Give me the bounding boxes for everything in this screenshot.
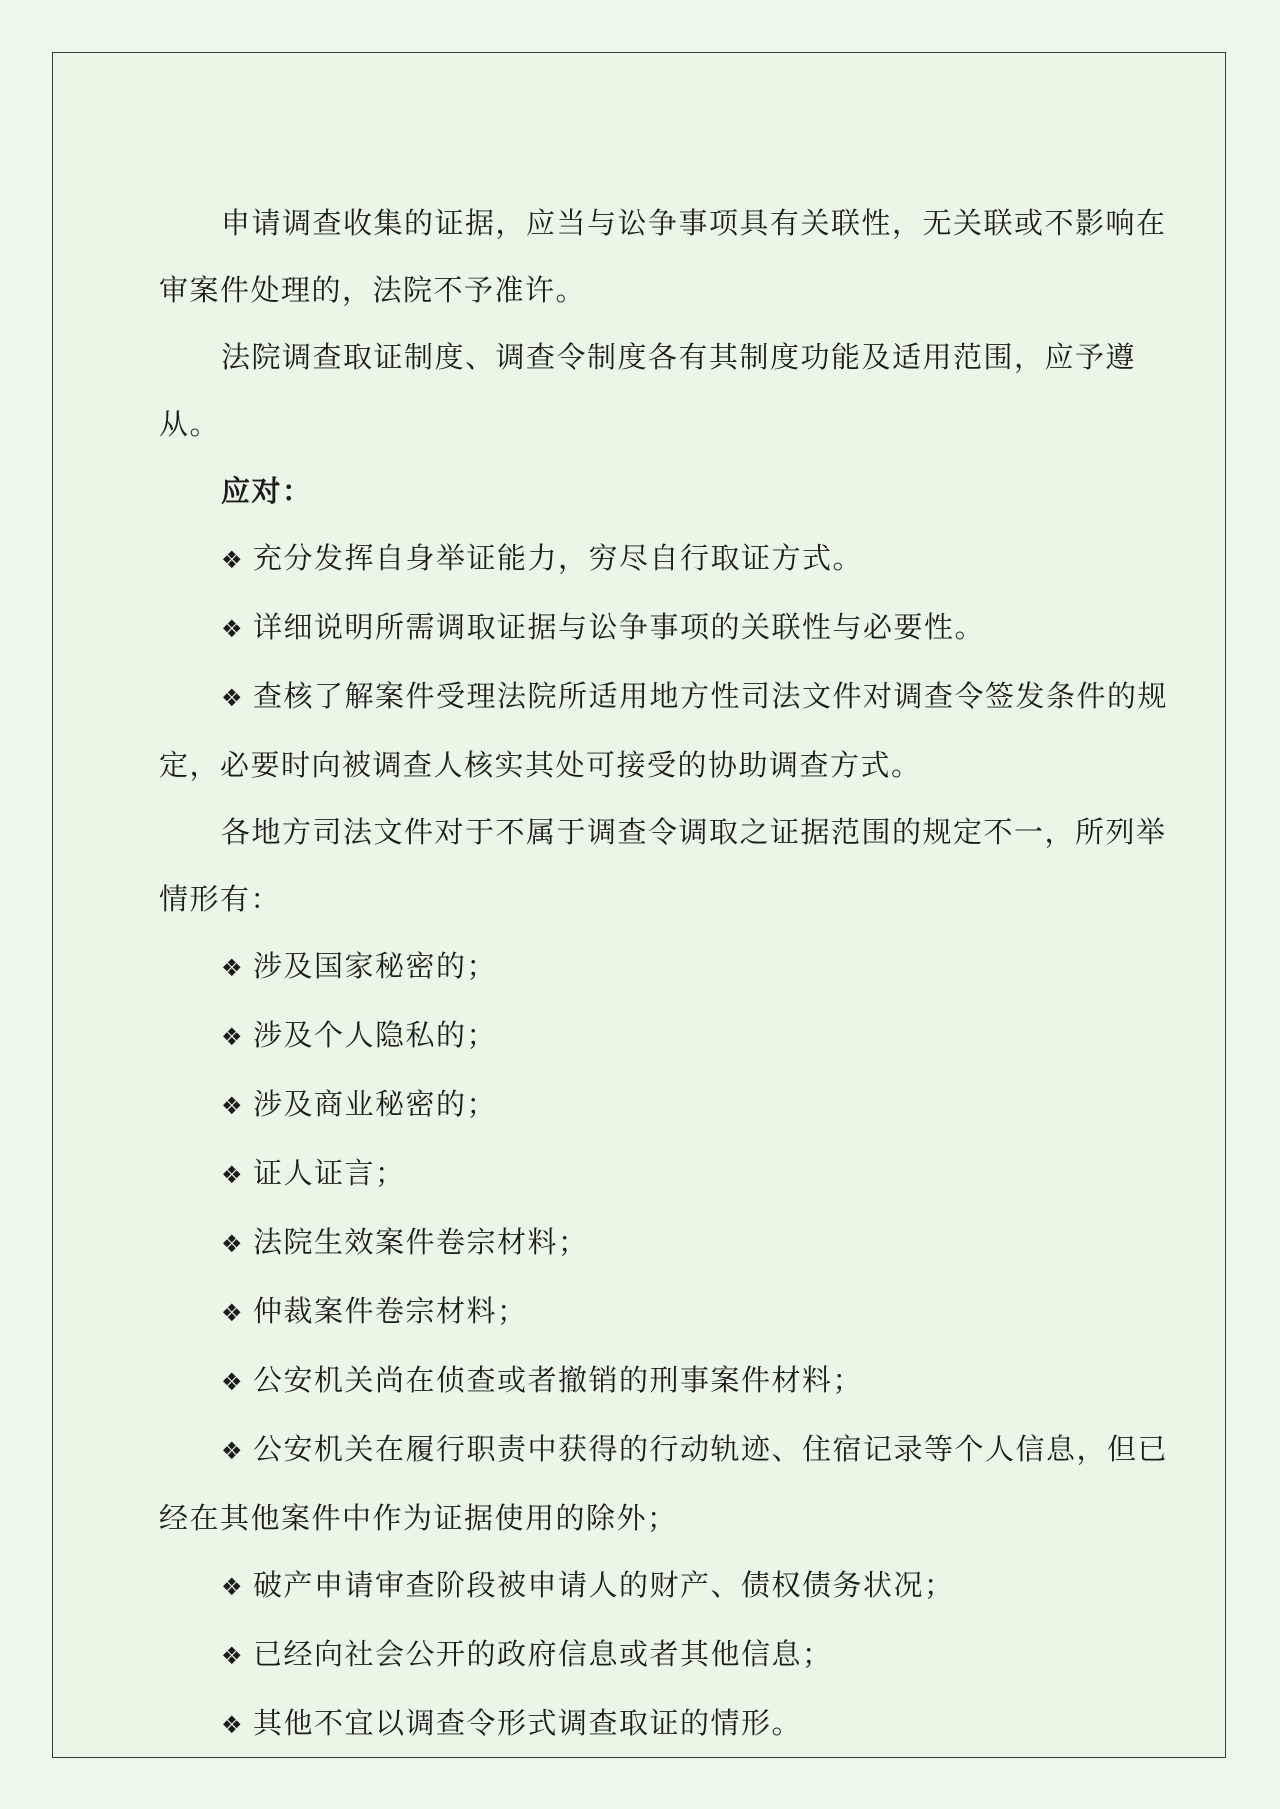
diamond-bullet-icon: ❖ [221, 1299, 243, 1327]
bullet-item [159, 594, 1173, 663]
diamond-bullet-icon: ❖ [221, 1711, 243, 1739]
diamond-bullet-icon: ❖ [221, 954, 243, 982]
document-body [159, 190, 1173, 1759]
bullet-item [159, 1621, 1173, 1690]
paragraph-evidence-relevance: 申请调查收集的证据，应当与讼争事项具有关联性，无关联或不影响在审案件处理的，法院不予准许。 [159, 206, 1167, 307]
bullet-item [159, 1278, 1173, 1347]
diamond-bullet-icon: ❖ [221, 1437, 243, 1465]
diamond-bullet-icon: ❖ [221, 1092, 243, 1120]
bullet-text: 其他不宜以调查令形式调查取证的情形。 [253, 1706, 803, 1740]
bullet-item [159, 1002, 1173, 1071]
bullet-text: 涉及商业秘密的； [253, 1087, 498, 1121]
section-heading-response: 应对： [221, 474, 313, 508]
diamond-bullet-icon: ❖ [221, 1161, 243, 1189]
bullet-text: 证人证言； [253, 1156, 406, 1190]
diamond-bullet-icon: ❖ [221, 1368, 243, 1396]
paragraph-investigation-systems: 法院调查取证制度、调查令制度各有其制度功能及适用范围，应予遵从。 [159, 340, 1137, 441]
bullet-text: 已经向社会公开的政府信息或者其他信息； [253, 1637, 833, 1671]
diamond-bullet-icon: ❖ [221, 546, 243, 574]
bullet-text: 涉及国家秘密的； [253, 949, 498, 983]
bullet-text: 破产申请审查阶段被申请人的财产、债权债务状况； [253, 1568, 955, 1602]
bullet-item [159, 1209, 1173, 1278]
bullet-text: 法院生效案件卷宗材料； [253, 1225, 589, 1259]
bullet-text: 详细说明所需调取证据与讼争事项的关联性与必要性。 [253, 610, 986, 644]
diamond-bullet-icon: ❖ [221, 1642, 243, 1670]
bullet-text: 公安机关尚在侦查或者撤销的刑事案件材料； [253, 1363, 864, 1397]
diamond-bullet-icon: ❖ [221, 1230, 243, 1258]
bullet-item [159, 1552, 1173, 1621]
bullet-item [159, 663, 1173, 799]
diamond-bullet-icon: ❖ [221, 1573, 243, 1601]
bullet-text: 充分发挥自身举证能力，穷尽自行取证方式。 [253, 541, 864, 575]
bullet-text: 查核了解案件受理法院所适用地方性司法文件对调查令签发条件的规定，必要时向被调查人核实其处可接受的协助调查方式。 [159, 679, 1169, 782]
bullet-item [159, 933, 1173, 1002]
document-page [52, 52, 1226, 1758]
bullet-item [159, 1140, 1173, 1209]
bullet-item [159, 1690, 1173, 1759]
bullet-item [159, 1416, 1173, 1552]
diamond-bullet-icon: ❖ [221, 1023, 243, 1051]
bullet-item [159, 525, 1173, 594]
bullet-item [159, 1071, 1173, 1140]
bullet-text: 公安机关在履行职责中获得的行动轨迹、住宿记录等个人信息，但已经在其他案件中作为证据使用的除外； [159, 1432, 1169, 1535]
diamond-bullet-icon: ❖ [221, 615, 243, 643]
bullet-text: 仲裁案件卷宗材料； [253, 1294, 528, 1328]
bullet-item [159, 1347, 1173, 1416]
diamond-bullet-icon: ❖ [221, 684, 243, 712]
bullet-text: 涉及个人隐私的； [253, 1018, 498, 1052]
paragraph-excluded-scope-intro: 各地方司法文件对于不属于调查令调取之证据范围的规定不一，所列举情形有： [159, 815, 1167, 916]
